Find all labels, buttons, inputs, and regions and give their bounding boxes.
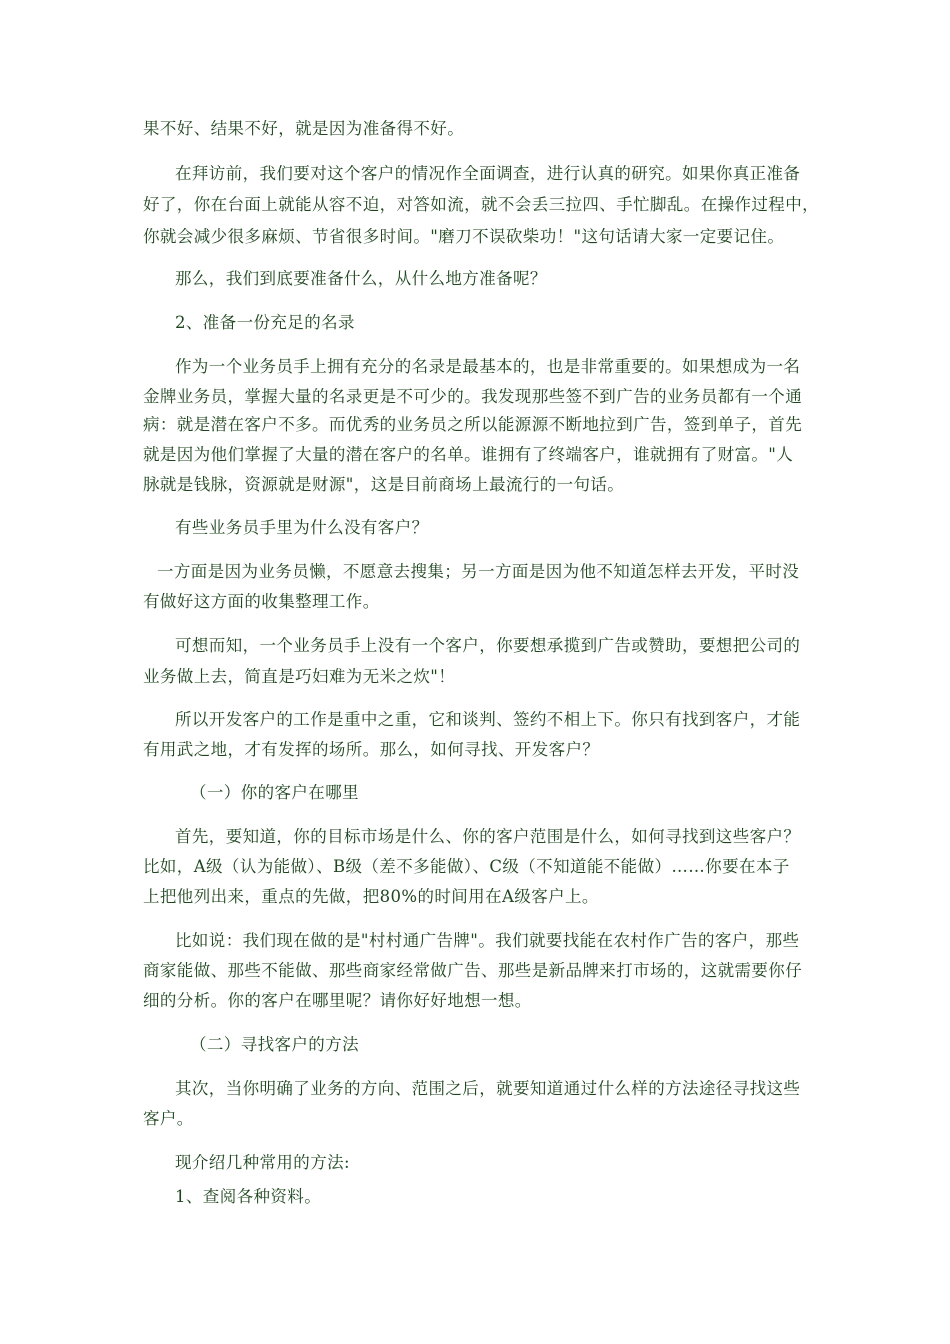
text-line: 1、查阅各种资料。 [175, 1187, 322, 1206]
text-line: 其次，当你明确了业务的方向、范围之后，就要知道通过什么样的方法途径寻找这些 [175, 1079, 801, 1098]
text-line: 作为一个业务员手上拥有充分的名录是最基本的，也是非常重要的。如果想成为一名 [175, 357, 801, 376]
text-line: 脉就是钱脉，资源就是财源"，这是目前商场上最流行的一句话。 [143, 475, 625, 494]
subsection-heading: （一）你的客户在哪里 [190, 783, 359, 802]
text-line: 商家能做、那些不能做、那些商家经常做广告、那些是新品牌来打市场的，这就需要你仔 [143, 961, 803, 980]
text-line: 有用武之地，才有发挥的场所。那么，如何寻找、开发客户？ [143, 740, 600, 759]
subsection-heading: （二）寻找客户的方法 [190, 1035, 359, 1054]
text-line: 所以开发客户的工作是重中之重，它和谈判、签约不相上下。你只有找到客户，才能 [175, 710, 801, 729]
text-line: 果不好、结果不好，就是因为准备得不好。 [143, 119, 465, 138]
text-line: 客户。 [143, 1109, 194, 1128]
text-line: 业务做上去，简直是巧妇难为无米之炊"！ [143, 667, 456, 686]
text-line: 病：就是潜在客户不多。而优秀的业务员之所以能源源不断地拉到广告，签到单子，首先 [143, 415, 803, 434]
text-line: 有些业务员手里为什么没有客户？ [175, 518, 429, 537]
text-line: 金牌业务员，掌握大量的名录更是不可少的。我发现那些签不到广告的业务员都有一个通 [143, 387, 803, 406]
section-heading: 2、准备一份充足的名录 [175, 313, 355, 332]
text-line: 在拜访前，我们要对这个客户的情况作全面调查，进行认真的研究。如果你真正准备 [175, 164, 801, 183]
text-line: 好了，你在台面上就能从容不迫，对答如流，就不会丢三拉四、手忙脚乱。在操作过程中， [143, 195, 819, 214]
text-line: 比如，A级（认为能做）、B级（差不多能做）、C级（不知道能不能做）……你要在本子 [143, 857, 790, 876]
text-line: 有做好这方面的收集整理工作。 [143, 592, 380, 611]
text-line: 细的分析。你的客户在哪里呢？请你好好地想一想。 [143, 991, 532, 1010]
text-line: 上把他列出来，重点的先做，把80%的时间用在A级客户上。 [143, 887, 599, 906]
text-line: 比如说：我们现在做的是"村村通广告牌"。我们就要找能在农村作广告的客户，那些 [175, 931, 800, 950]
text-line: 可想而知，一个业务员手上没有一个客户，你要想承揽到广告或赞助，要想把公司的 [175, 636, 801, 655]
text-line: 首先，要知道，你的目标市场是什么、你的客户范围是什么，如何寻找到这些客户？ [175, 827, 801, 846]
text-line: 你就会减少很多麻烦、节省很多时间。"磨刀不误砍柴功！"这句话请大家一定要记住。 [143, 227, 785, 246]
text-line: 就是因为他们掌握了大量的潜在客户的名单。谁拥有了终端客户，谁就拥有了财富。"人 [143, 445, 794, 464]
text-line: 那么，我们到底要准备什么，从什么地方准备呢？ [175, 269, 547, 288]
text-line: 现介绍几种常用的方法: [175, 1153, 350, 1172]
text-line: 一方面是因为业务员懒，不愿意去搜集；另一方面是因为他不知道怎样去开发，平时没 [157, 562, 800, 581]
